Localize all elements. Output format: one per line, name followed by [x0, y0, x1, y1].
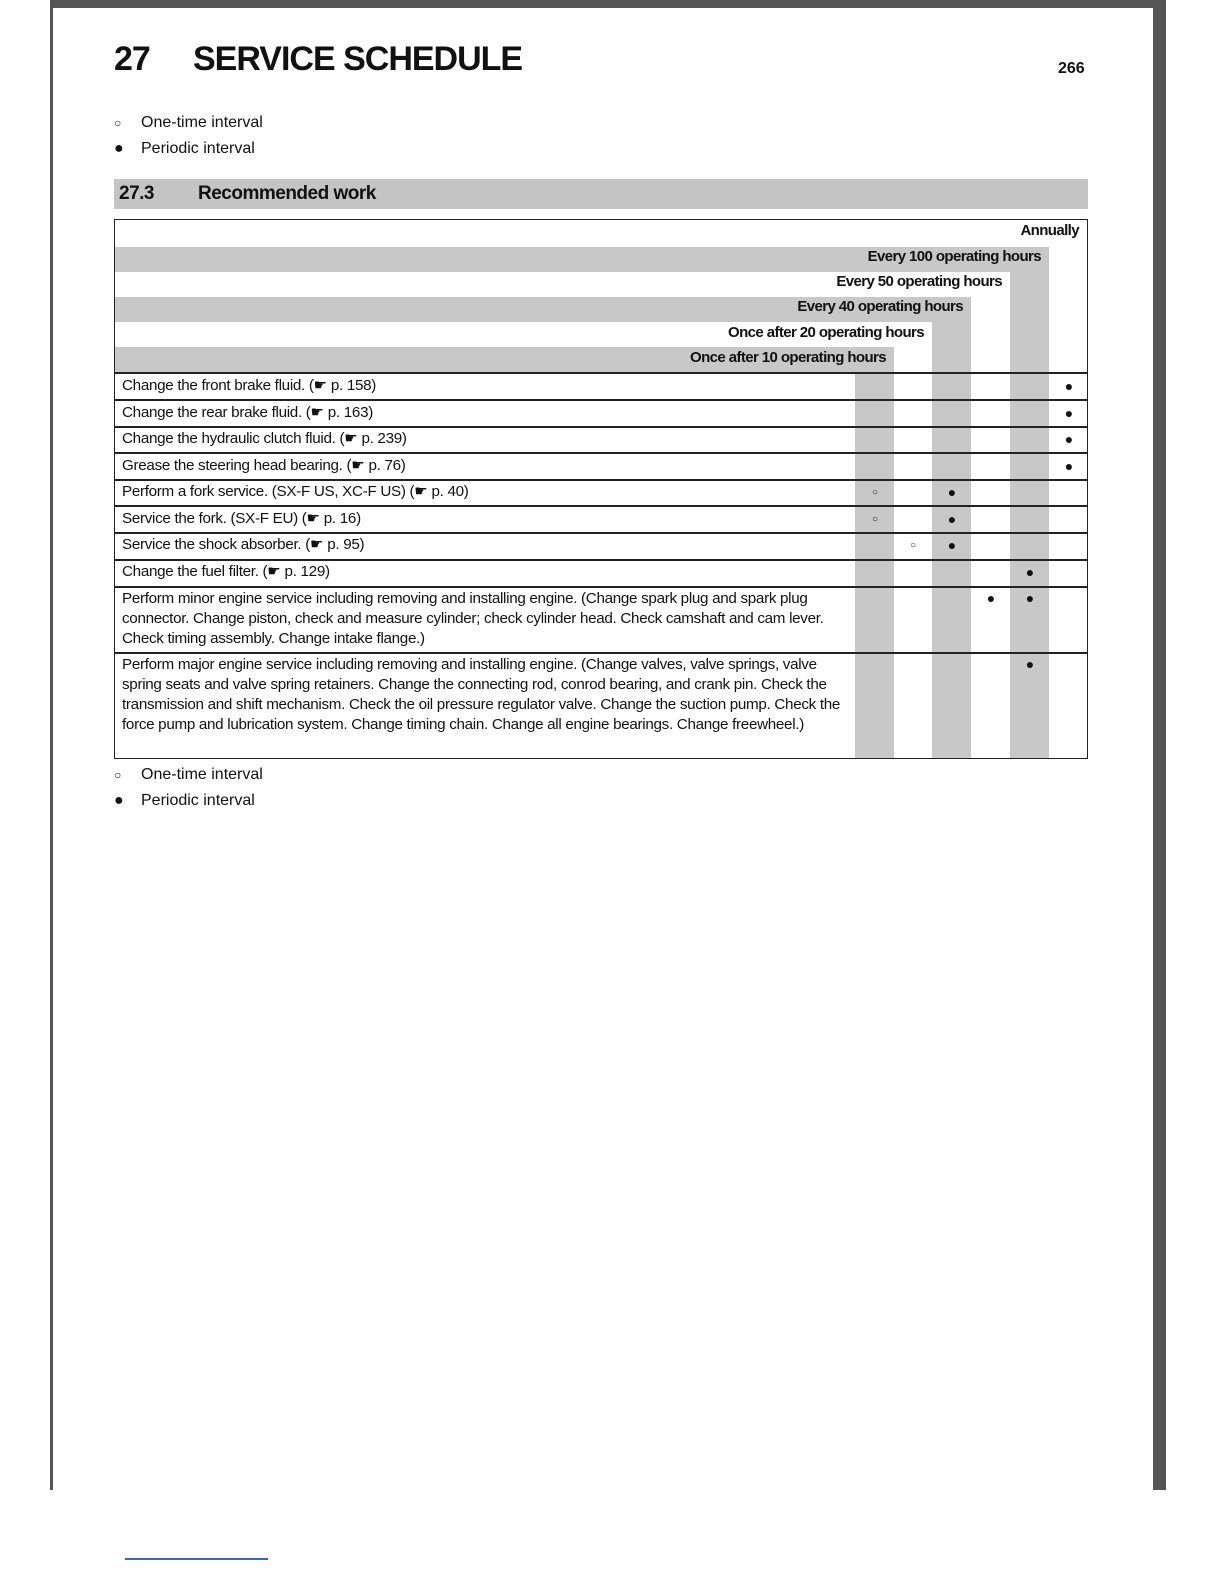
one-time-mark: ○ [871, 514, 879, 525]
legend-label: Periodic interval [141, 792, 255, 809]
hollow-circle-icon: ○ [114, 768, 122, 782]
task-fuel-filter: Change the fuel filter. (☛ p. 129) [122, 563, 330, 580]
column-header-every-100: Every 100 operating hours [867, 248, 1041, 265]
periodic-mark: ● [1025, 590, 1035, 606]
task-fork-service-eu: Service the fork. (SX-F EU) (☛ p. 16) [122, 510, 361, 527]
page-number: 266 [1058, 60, 1085, 77]
task-major-engine-service: Perform major engine service including removing and installing engine. (Change valves, valve springs, valve spring seats and valve spring retainers. Change the connecting rod, conrod bearing, and crank pin. Check the transmission and shift mechanism. Check the oil pressure regulator valve. Change the suction pump. Check the force pump and lubrication system. Change timing chain. Change all engine bearings. Change freewheel.) [122, 656, 841, 733]
legend-bottom [114, 762, 263, 814]
periodic-mark: ● [1064, 458, 1074, 474]
legend-top [114, 110, 263, 162]
task-steering-head-bearing: Grease the steering head bearing. (☛ p. 76) [122, 457, 406, 474]
task-shock-absorber: Service the shock absorber. (☛ p. 95) [122, 536, 365, 553]
row-divider [115, 532, 1087, 534]
periodic-mark: ● [1025, 564, 1035, 580]
column-header-every-40: Every 40 operating hours [797, 298, 963, 315]
one-time-mark: ○ [871, 487, 879, 498]
legend-label: One-time interval [141, 114, 263, 131]
row-divider [115, 559, 1087, 561]
column-header-annually: Annually [1020, 222, 1079, 239]
section-heading [114, 179, 1088, 209]
page-frame-top [50, 0, 1166, 8]
page-frame-left [50, 0, 53, 1490]
periodic-mark: ● [1064, 378, 1074, 394]
row-divider [115, 452, 1087, 454]
periodic-mark: ● [947, 537, 957, 553]
column-shade [1010, 270, 1049, 758]
chapter-number: 27 [114, 40, 150, 78]
filled-circle-icon: ● [114, 792, 124, 809]
filled-circle-icon: ● [114, 140, 124, 157]
periodic-mark: ● [1064, 405, 1074, 421]
periodic-mark: ● [1064, 431, 1074, 447]
legend-label: One-time interval [141, 766, 263, 783]
periodic-mark: ● [1025, 656, 1035, 672]
row-divider [115, 586, 1087, 588]
task-minor-engine-service: Perform minor engine service including removing and installing engine. (Change spark plug and spark plug connector. Change piston, check and measure cylinder; check cylinder head. Check camshaft and cam lever. Check timing assembly. Change intake flange.) [122, 590, 824, 647]
row-divider [115, 479, 1087, 481]
one-time-mark: ○ [909, 540, 917, 551]
row-divider [115, 652, 1087, 654]
hollow-circle-icon: ○ [114, 116, 122, 130]
section-title: Recommended work [198, 183, 376, 204]
legend-periodic [114, 136, 263, 162]
footer-link-underline [125, 1558, 268, 1560]
task-front-brake-fluid: Change the front brake fluid. (☛ p. 158) [122, 377, 377, 394]
section-number: 27.3 [119, 183, 154, 204]
column-header-once-20: Once after 20 operating hours [728, 324, 924, 341]
service-table [114, 219, 1088, 759]
task-fork-service-us: Perform a fork service. (SX-F US, XC-F US) (☛ p. 40) [122, 483, 469, 500]
column-header-once-10: Once after 10 operating hours [690, 349, 886, 366]
column-shade [855, 372, 894, 758]
task-rear-brake-fluid: Change the rear brake fluid. (☛ p. 163) [122, 404, 373, 421]
legend-periodic [114, 788, 263, 814]
row-divider [115, 505, 1087, 507]
column-header-every-50: Every 50 operating hours [836, 273, 1002, 290]
row-divider [115, 426, 1087, 428]
page-frame-right [1153, 0, 1166, 1490]
task-hydraulic-clutch-fluid: Change the hydraulic clutch fluid. (☛ p. 239) [122, 430, 407, 447]
legend-label: Periodic interval [141, 140, 255, 157]
row-divider [115, 372, 1087, 374]
row-divider [115, 399, 1087, 401]
periodic-mark: ● [947, 484, 957, 500]
chapter-title: SERVICE SCHEDULE [193, 40, 523, 78]
periodic-mark: ● [986, 590, 996, 606]
legend-one-time [114, 762, 263, 788]
periodic-mark: ● [947, 511, 957, 527]
legend-one-time [114, 110, 263, 136]
